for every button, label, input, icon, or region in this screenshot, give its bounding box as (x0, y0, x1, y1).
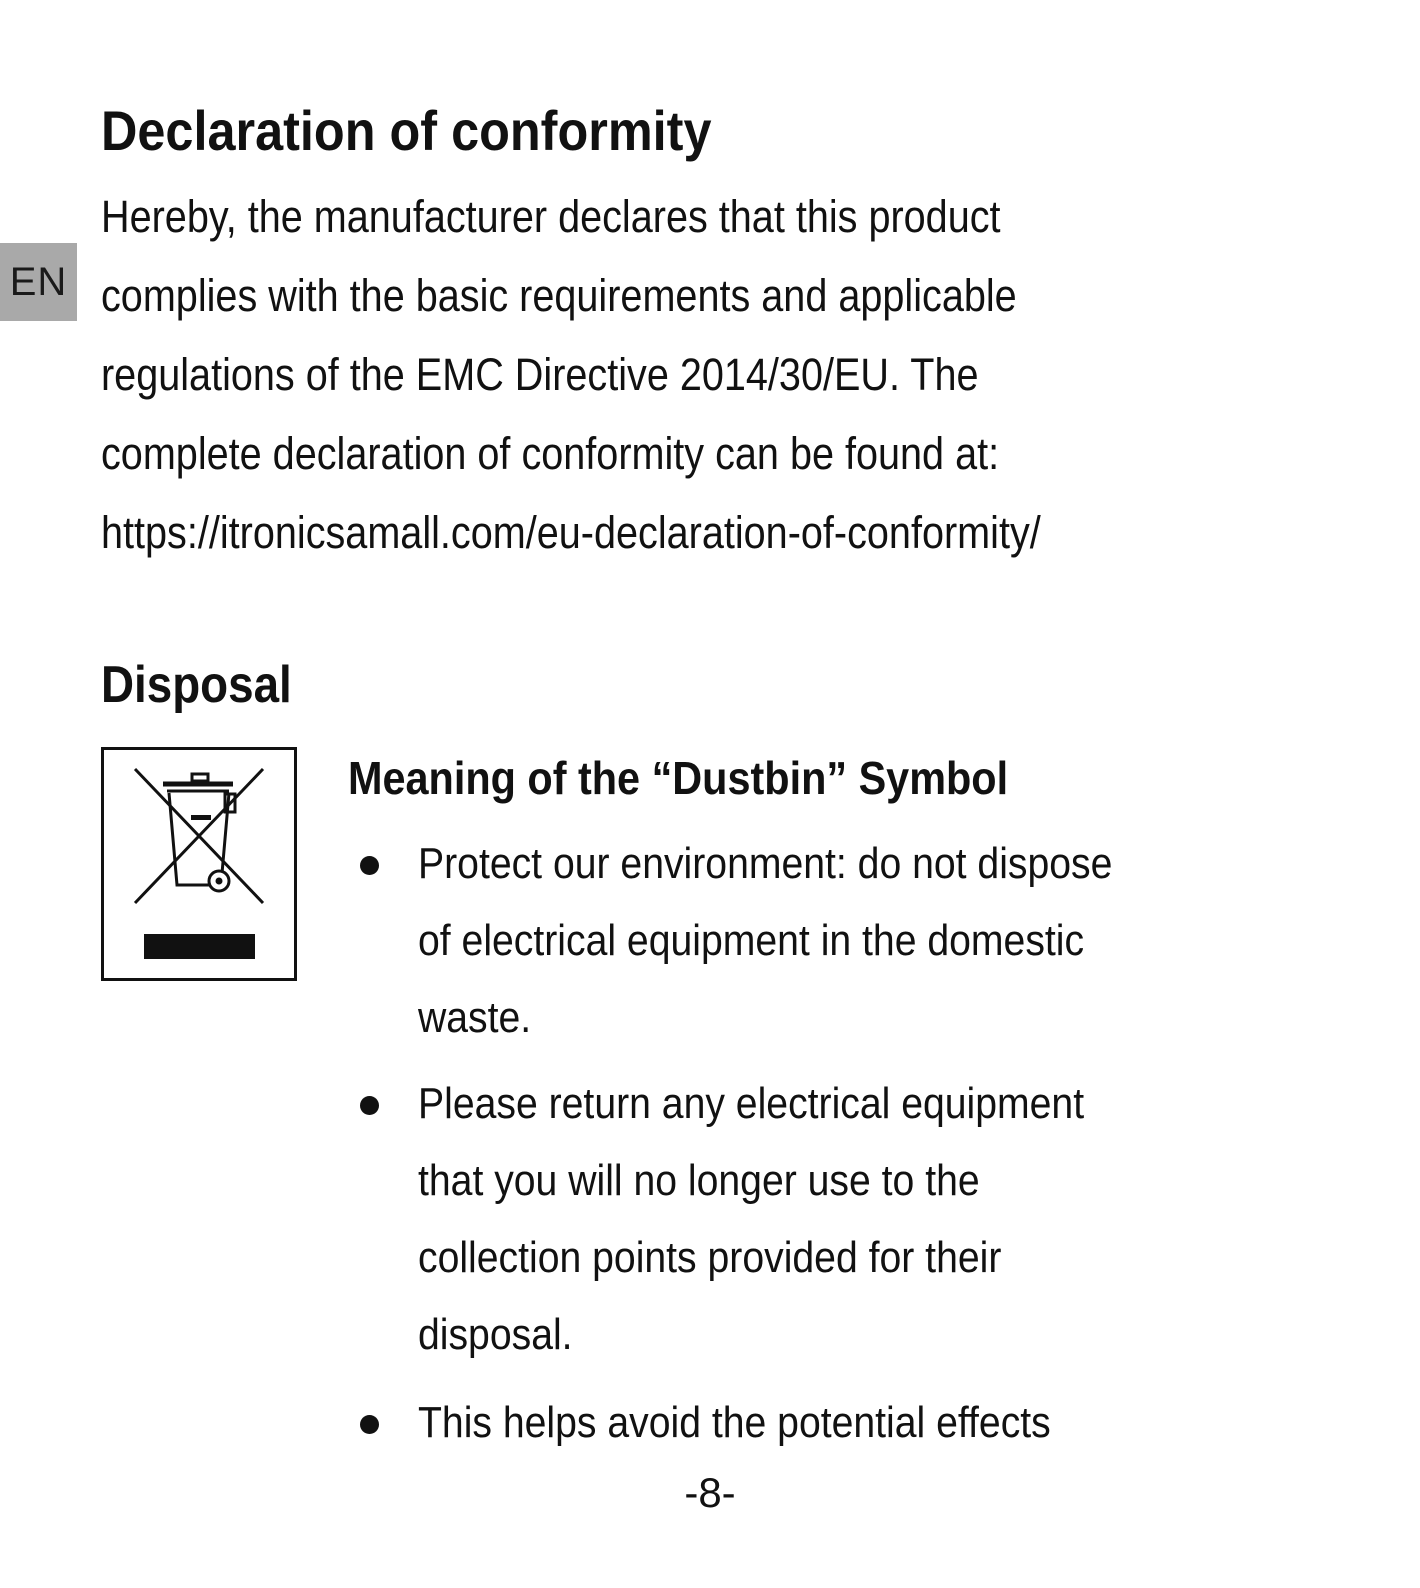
list-item-line: Please return any electrical equipment (418, 1079, 1085, 1128)
conformity-title: Declaration of conformity (101, 99, 712, 162)
language-tab: EN (0, 243, 77, 321)
bullet-icon (360, 1096, 379, 1115)
crossed-out-wheelie-bin-icon (101, 747, 297, 981)
conformity-line: regulations of the EMC Directive 2014/30/EU. The (101, 349, 979, 400)
bullet-icon (360, 856, 379, 875)
conformity-line: Hereby, the manufacturer declares that this product (101, 191, 1001, 242)
list-item-line: disposal. (418, 1310, 573, 1359)
conformity-line: complies with the basic requirements and applicable (101, 270, 1017, 321)
dustbin-symbol-subtitle: Meaning of the “Dustbin” Symbol (348, 752, 1009, 804)
list-item-line: that you will no longer use to the (418, 1156, 980, 1205)
list-item-line: This helps avoid the potential effects (418, 1398, 1051, 1447)
bullet-icon (360, 1415, 379, 1434)
list-item-line: collection points provided for their (418, 1233, 1002, 1282)
page-number: -8- (684, 1469, 736, 1516)
conformity-text (101, 177, 1401, 572)
list-item-line: of electrical equipment in the domestic (418, 916, 1085, 965)
disposal-title: Disposal (101, 656, 292, 714)
list-item-line: waste. (418, 993, 532, 1042)
conformity-url: https://itronicsamall.com/eu-declaration-of-conformity/ (101, 507, 1041, 558)
list-item-line: Protect our environment: do not dispose (418, 839, 1113, 888)
conformity-line: complete declaration of conformity can be found at: (101, 428, 1000, 479)
